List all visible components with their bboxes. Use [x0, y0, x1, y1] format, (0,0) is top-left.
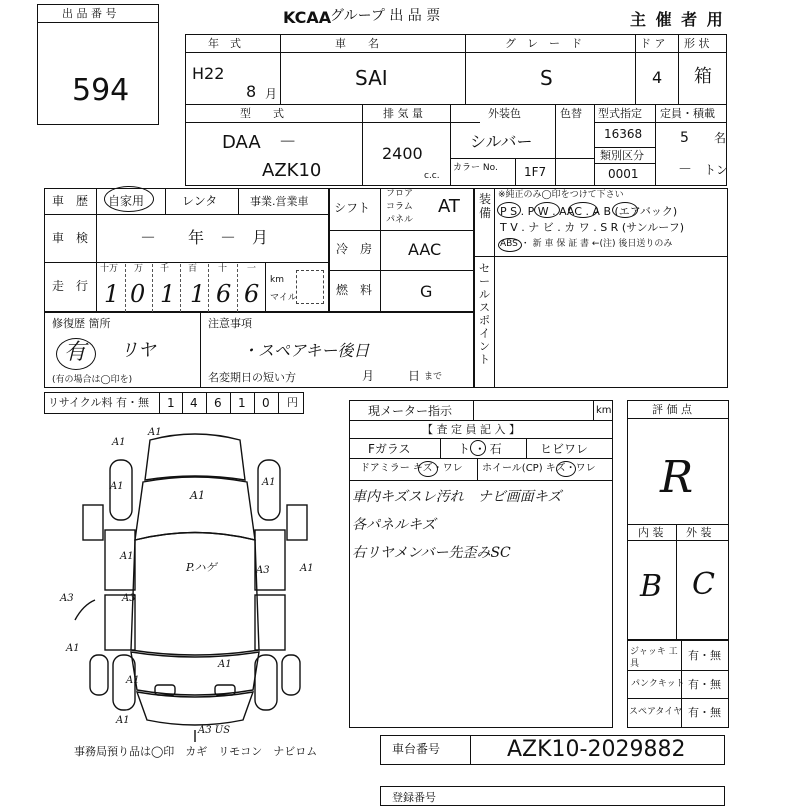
car-name: SAI — [355, 66, 388, 90]
bottom-label: 登録番号 — [392, 791, 436, 804]
notes-value: ・スペアキー後日 — [242, 341, 370, 360]
frame-label: 車台番号 — [392, 742, 441, 756]
lot-number: 594 — [72, 73, 130, 108]
recycle-d4: 1 — [238, 396, 246, 410]
damage-note-hood: A1 — [190, 489, 205, 502]
car-shape: 箱 — [694, 66, 712, 87]
damage-note-13: A3 US — [198, 725, 231, 736]
year-month: 8 — [246, 82, 257, 101]
cc-unit: c.c. — [424, 171, 440, 181]
equipment-line-3: ABS ・ 新 車 保 証 書 ←(注) 後日送りのみ — [500, 239, 673, 249]
equipment-label: 装 備 — [479, 192, 492, 220]
inspector-comment-2: 各パネルキズ — [352, 517, 436, 533]
color-no-label: 色替 — [560, 107, 582, 120]
ab-circle — [612, 202, 638, 218]
inspector-title: 【 査 定 員 記 入 】 — [422, 423, 520, 436]
repair-label: 修復歴 箇所 — [52, 317, 111, 330]
damage-note-12: A1 — [116, 715, 130, 726]
fuel-label: 燃 料 — [336, 283, 373, 297]
unit-100k: 十万 — [100, 264, 119, 274]
shift-label: シフト — [334, 201, 371, 215]
tons-unit: トン — [704, 163, 729, 177]
exterior-label: 外 装 — [686, 526, 712, 539]
car-doors: 4 — [652, 68, 663, 87]
rust-label: ト ・ 石 — [458, 442, 502, 456]
ext-color-label: 外装色 — [488, 107, 521, 120]
car-grade: S — [540, 66, 553, 90]
unit-1: 一 — [247, 264, 257, 274]
inspector-comment-1: 車内キズスレ汚れ ナビ画面キズ — [352, 489, 562, 505]
car-damage-diagram — [55, 420, 355, 745]
damage-note-roof: P.ハゲ — [186, 561, 217, 574]
damage-note-5: A3 — [256, 565, 270, 576]
fglass-label: Fガラス — [368, 442, 411, 456]
repair-value: 有 — [64, 340, 87, 365]
model-prefix: DAA － — [222, 132, 297, 153]
recycle-d5: 0 — [262, 396, 270, 410]
mileage-digit-1: 1 — [104, 280, 120, 308]
displacement: 2400 — [382, 144, 423, 163]
notes-label: 注意事項 — [208, 317, 252, 330]
model-code: AZK10 — [262, 160, 322, 181]
color-code: 1F7 — [524, 165, 547, 179]
history-business[interactable]: 事業.営業車 — [250, 195, 309, 208]
rename-day: 日 — [408, 369, 421, 383]
crack-label: ヒビワレ — [540, 442, 589, 456]
grade-label: グ レ ー ド — [505, 37, 582, 50]
damage-note-4: A1 — [120, 551, 134, 562]
shift-column: コラム — [386, 202, 413, 212]
equipment-block — [474, 188, 728, 388]
mile-unit: マイル — [270, 293, 297, 303]
repair-location: リヤ — [120, 340, 156, 361]
shape-label: 形 状 — [684, 37, 710, 50]
grade-box — [627, 400, 729, 640]
spare-choice[interactable]: 有・無 — [688, 706, 721, 719]
unit-1k: 千 — [160, 264, 170, 274]
damage-note-9: A1 — [66, 643, 80, 654]
sheet-title: グループ 出 品 票 — [330, 8, 441, 24]
mirror-circle — [418, 461, 438, 477]
interior-label: 内 装 — [638, 526, 664, 539]
model-label: 型 式 — [240, 107, 284, 120]
shift-floor: フロア — [386, 189, 414, 199]
mileage-digit-2: 0 — [130, 280, 146, 308]
exterior-grade: C — [692, 567, 715, 602]
equipment-line-1: P S . P W . AAC . A B (エアバック) — [500, 205, 678, 218]
mileage-digit-4: 1 — [190, 280, 206, 308]
recycle-unit: 円 — [287, 396, 298, 409]
rename-month: 月 — [362, 369, 375, 383]
meter-unit: km — [596, 405, 612, 416]
damage-note-7: A3 — [122, 593, 136, 604]
history-circle — [104, 186, 154, 212]
spare-label: スペアタイヤ — [629, 707, 683, 717]
category-label: 類別区分 — [600, 149, 644, 162]
recycle-d2: 4 — [190, 396, 198, 410]
recycle-d3: 6 — [214, 396, 222, 410]
month-unit: 月 — [265, 87, 278, 101]
shift-panel: パネル — [386, 215, 414, 225]
capacity-label: 定員・積載 — [660, 107, 715, 120]
shaken-value: － 年 － 月 — [140, 228, 269, 247]
equipment-note: ※純正のみ◯印をつけて下さい — [498, 190, 624, 200]
mileage-digit-5: 6 — [216, 280, 232, 308]
type-designation-label: 型式指定 — [598, 107, 642, 120]
recycle-label: リサイクル料 有・無 — [48, 396, 149, 409]
ac-value: AAC — [408, 240, 442, 259]
type-designation: 16368 — [604, 127, 643, 141]
meter-label: 現メーター指示 — [368, 404, 453, 418]
doors-label: ド ア — [640, 37, 666, 50]
history-private[interactable]: 自家用 — [108, 194, 145, 208]
year-label: 年 式 — [208, 37, 241, 50]
year-era: H22 — [192, 64, 225, 83]
damage-note-6: A3 — [60, 593, 74, 604]
grade-score: R — [660, 452, 694, 503]
pw-circle — [534, 202, 560, 218]
shift-value: AT — [438, 196, 460, 217]
color-code-label: カラー No. — [453, 163, 498, 173]
puncture-choice[interactable]: 有・無 — [688, 678, 721, 691]
repair-note: (有の場合は◯印を) — [52, 375, 133, 385]
aac-circle — [568, 202, 598, 218]
ext-color: シルバー — [470, 132, 533, 151]
payload: － — [678, 162, 692, 178]
damage-note-8: A1 — [300, 563, 314, 574]
damage-note-1: A1 — [148, 427, 162, 438]
repair-circle — [56, 338, 96, 370]
mileage-digit-3: 1 — [160, 280, 176, 308]
damage-note-14: A1 — [112, 437, 126, 448]
mileage-label: 走 行 — [52, 279, 89, 293]
history-label: 車 歴 — [52, 194, 89, 208]
capacity: 5 — [680, 130, 689, 146]
unit-100: 百 — [188, 264, 198, 274]
history-rental[interactable]: レンタ — [182, 194, 218, 208]
unit-10: 十 — [218, 264, 228, 274]
grade-label: 評 価 点 — [652, 403, 692, 416]
sales-point-label: セールスポイント — [479, 262, 490, 366]
abs-circle — [498, 238, 522, 252]
wheel-circle — [556, 461, 576, 477]
rename-until: まで — [424, 372, 443, 382]
brand-logo: KCAA — [283, 8, 332, 27]
frame-number: AZK10-2029882 — [507, 737, 686, 762]
inspector-comment-3: 右リヤメンバー先歪みSC — [352, 545, 511, 561]
fuel-value: G — [420, 282, 433, 301]
interior-grade: B — [640, 569, 663, 604]
damage-note-11: A1 — [218, 659, 232, 670]
km-unit: km — [270, 275, 284, 285]
jack-label: ジャッキ 工 具 — [630, 647, 678, 669]
persons-unit: 名 — [714, 131, 727, 145]
recycle-d1: 1 — [167, 396, 175, 410]
jack-choice[interactable]: 有・無 — [688, 649, 721, 662]
wheel-label: ホイール(CP) キズ・ワレ — [482, 463, 596, 474]
displacement-label: 排 気 量 — [383, 107, 423, 120]
category: 0001 — [608, 167, 639, 181]
organizer-label: 主 催 者 用 — [630, 10, 725, 29]
shaken-label: 車 検 — [52, 231, 89, 245]
ac-label: 冷 房 — [336, 242, 373, 256]
damage-note-3: A1 — [262, 477, 276, 488]
name-label: 車 名 — [335, 37, 379, 50]
unit-10k: 万 — [134, 264, 144, 274]
equipment-line-2: T V . ナ ビ . カ ワ . S R (サンルーフ) — [500, 221, 685, 234]
mile-checkbox[interactable] — [296, 270, 324, 304]
rename-label: 名変期日の短い方 — [208, 371, 296, 384]
lot-label: 出 品 番 号 — [62, 7, 117, 20]
diagram-footer: 事務局預り品は◯印 カギ リモコン ナビロム — [74, 745, 318, 758]
door-mirror-label: ドアミラー キズ・ワレ — [360, 463, 463, 474]
puncture-label: パンクキット — [631, 679, 685, 689]
damage-note-10: A1 — [126, 675, 140, 686]
damage-note-2: A1 — [110, 481, 124, 492]
mileage-digit-6: 6 — [244, 280, 260, 308]
ps-circle — [497, 202, 521, 218]
rust-circle — [470, 440, 486, 456]
